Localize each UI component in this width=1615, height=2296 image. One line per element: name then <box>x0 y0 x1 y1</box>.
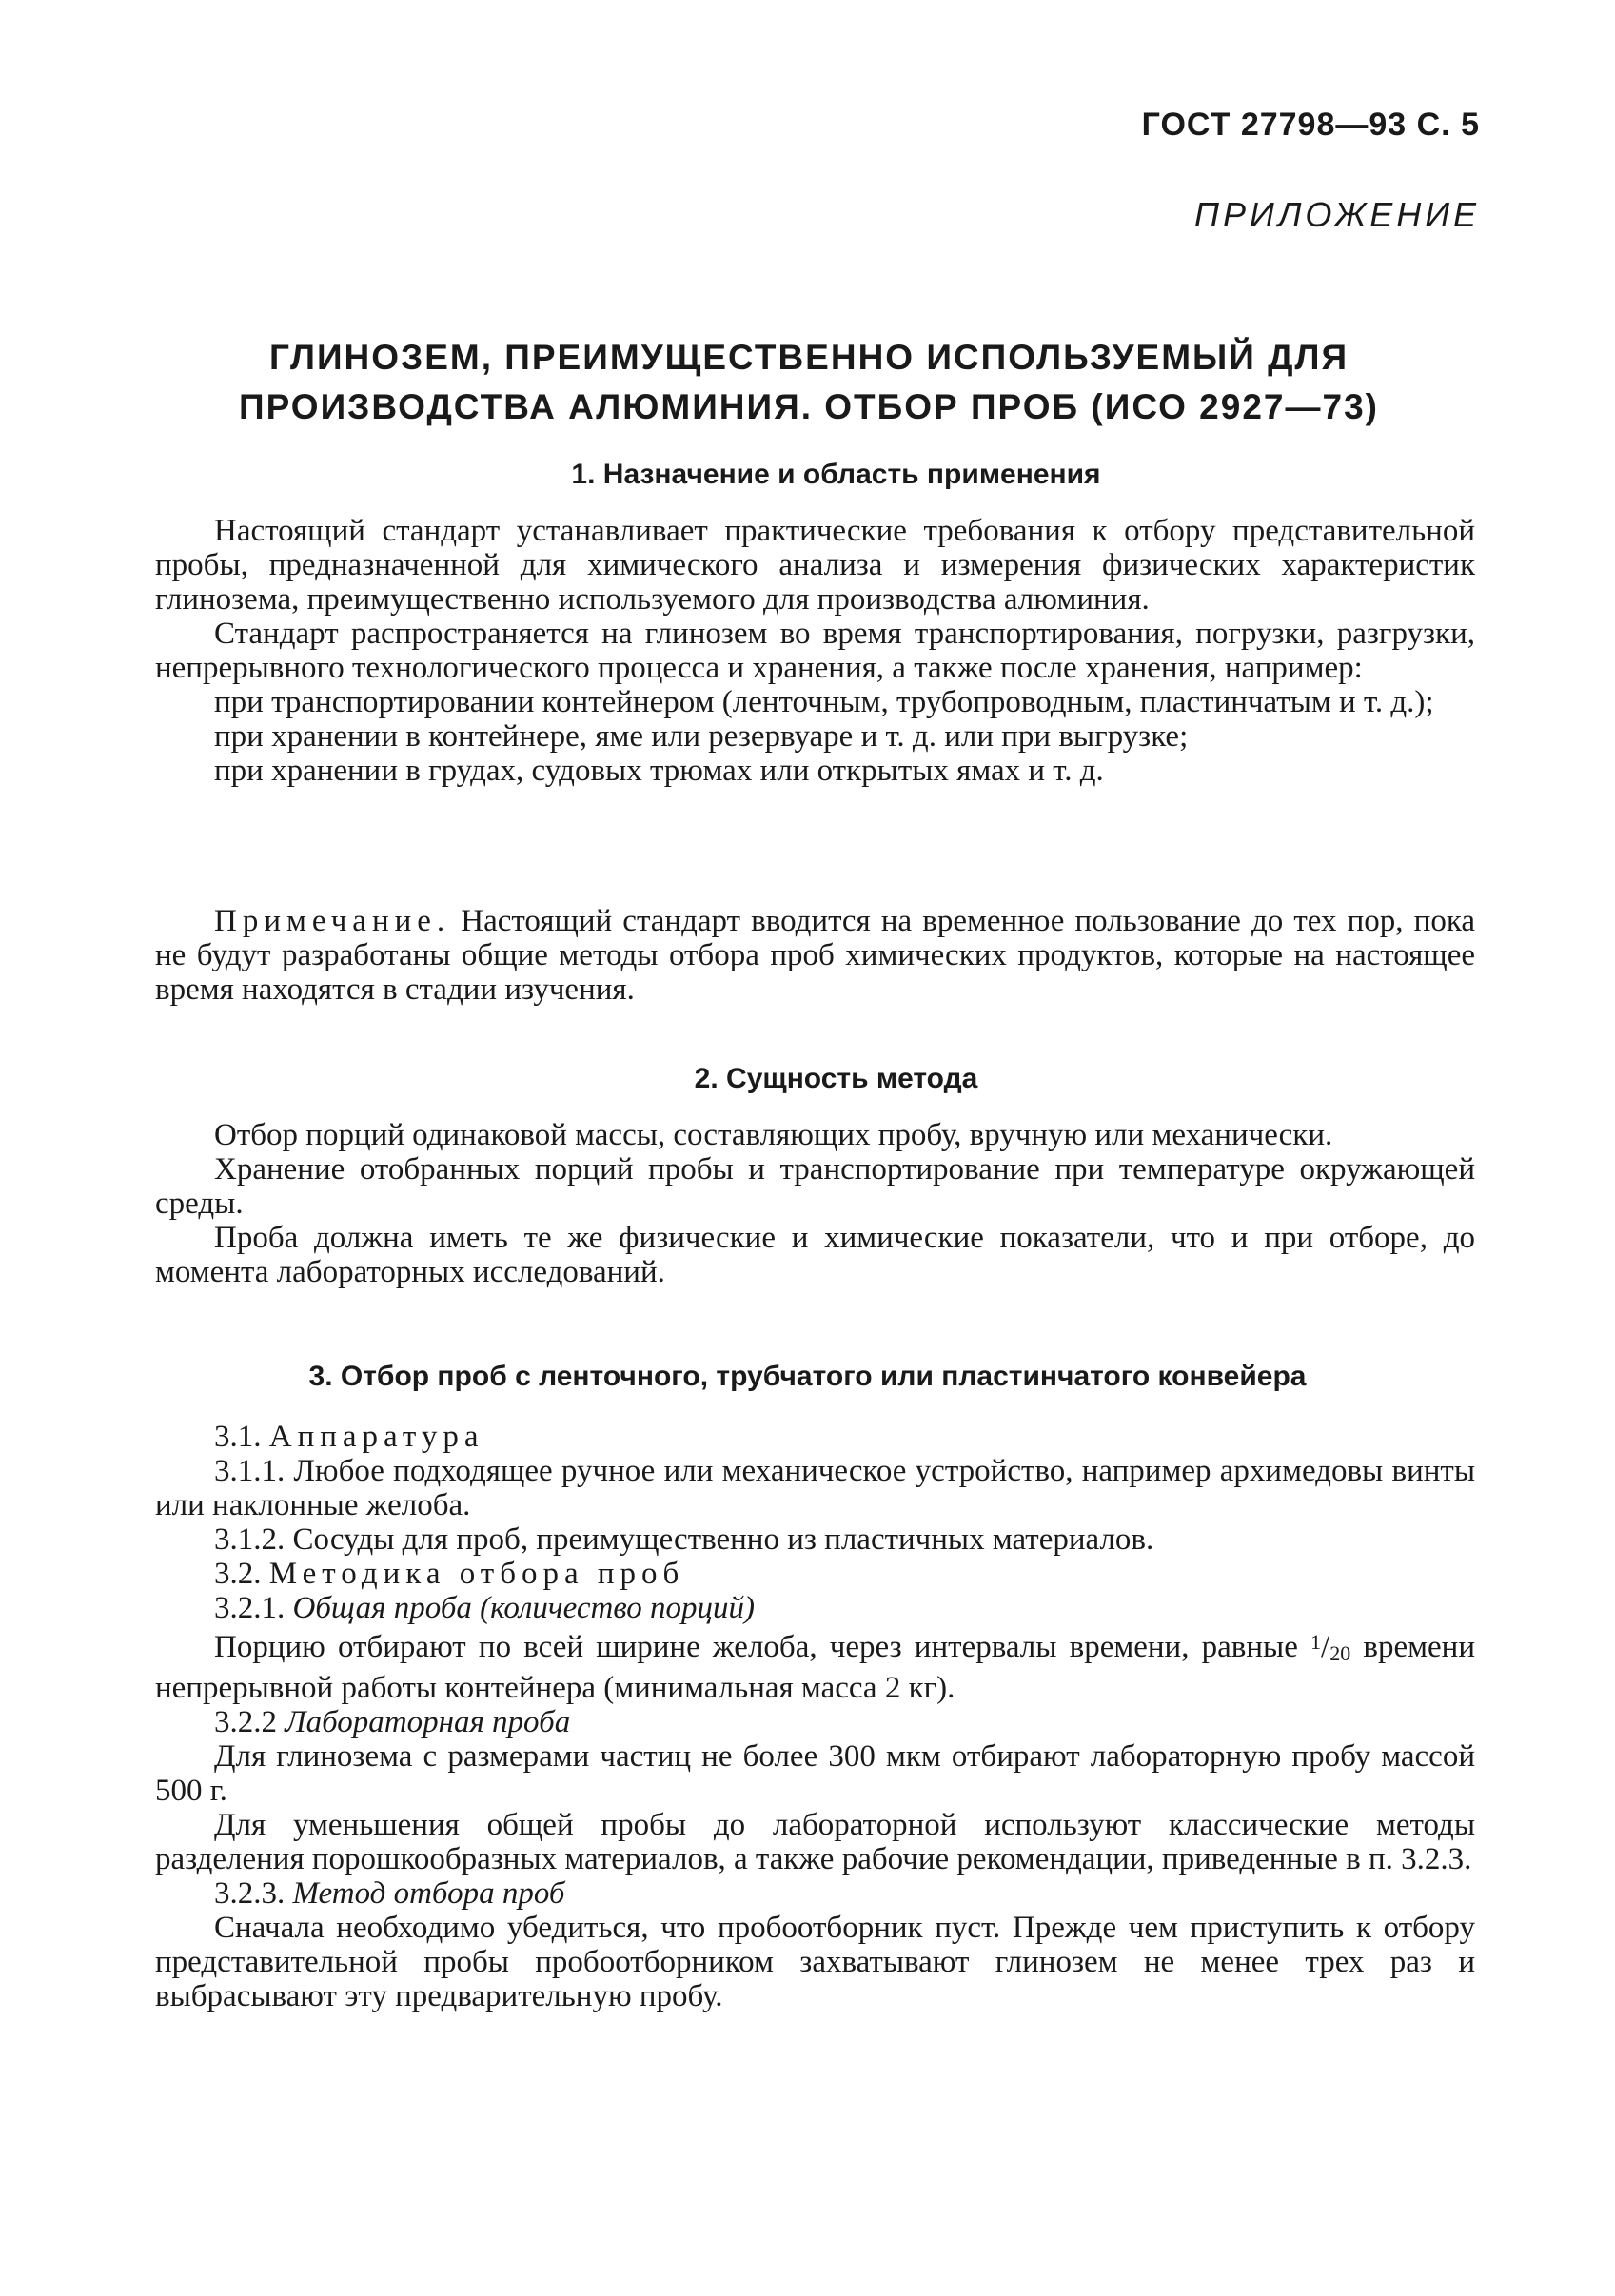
appendix-label: ПРИЛОЖЕНИЕ <box>1193 195 1480 234</box>
section-1-heading: 1. Назначение и область применения <box>571 459 1101 490</box>
section-1-body <box>155 514 1475 788</box>
subsection-3-1: 3.1. Аппаратура <box>214 1420 484 1454</box>
title-line-1: ГЛИНОЗЕМ, ПРЕИМУЩЕСТВЕННО ИСПОЛЬЗУЕМЫЙ ДЛЯ <box>268 338 1349 377</box>
subsection-3-2-2: 3.2.2 Лабораторная проба <box>214 1705 571 1739</box>
paragraph: Проба должна иметь те же физические и химические показатели, что и при отборе, до момента лабораторных исследований. <box>155 1221 1475 1289</box>
subsection-label: Общая проба (количество порций) <box>292 1591 755 1625</box>
paragraph: Хранение отобранных порций пробы и транспортирование при температуре окружающей среды. <box>155 1152 1475 1221</box>
section-3-body <box>155 1420 1475 2013</box>
subsection-label: Лабораторная проба <box>285 1705 571 1739</box>
subsection-label: Методика отбора проб <box>268 1557 685 1591</box>
paragraph: 3.1.1. Любое подходящее ручное или механическое устройство, например архимедовы винты или наклонные желоба. <box>155 1454 1475 1522</box>
standard-code: ГОСТ 27798—93 С. 5 <box>1141 107 1480 143</box>
title-line-2: ПРОИЗВОДСТВА АЛЮМИНИЯ. ОТБОР ПРОБ (ИСО 2927—73) <box>239 387 1379 426</box>
paragraph: Стандарт распространяется на глинозем во время транспортирования, погрузки, разгрузки, непрерывного технологического процесса и хранения, а также после хранения, например: <box>155 617 1475 685</box>
document-title <box>162 333 1456 432</box>
list-item: при транспортировании контейнером (ленточным, трубопроводным, пластинчатым и т. д.); <box>214 685 1434 719</box>
paragraph: Настоящий стандарт устанавливает практические требования к отбору представительной пробы, предназначенной для химического анализа и измерения физических характеристик глинозема, преимущественно используемого для производства алюминия. <box>155 514 1475 617</box>
fraction-denominator: 20 <box>1329 1641 1351 1665</box>
paragraph: Сначала необходимо убедиться, что пробоотборник пуст. Прежде чем приступить к отбору представительной пробы пробоотборником захватывают глинозем не менее трех раз и выбрасывают эту предварительную пробу. <box>155 1911 1475 2013</box>
note <box>155 904 1475 1007</box>
subsection-3-2: 3.2. Методика отбора проб <box>214 1557 685 1591</box>
paragraph: Для уменьшения общей пробы до лабораторной используют классические методы разделения порошкообразных материалов, а также рабочие рекомендации, приведенные в п. 3.2.3. <box>155 1808 1475 1876</box>
subsection-label: Аппаратура <box>268 1420 484 1454</box>
section-3-heading: 3. Отбор проб с ленточного, трубчатого или пластинчатого конвейера <box>308 1361 1307 1392</box>
fraction-numerator: 1 <box>1310 1630 1322 1654</box>
paragraph: Для глинозема с размерами частиц не более 300 мкм отбирают лабораторную пробу массой 500 г. <box>155 1739 1475 1808</box>
paragraph: Порцию отбирают по всей ширине желоба, через интервалы времени, равные $^1$/20 времени непрерывной работы контейнера (минимальная масса 2 кг). <box>155 1630 1476 1705</box>
subsection-3-2-1: 3.2.1. Общая проба (количество порций) <box>214 1591 755 1625</box>
paragraph: Отбор порций одинаковой массы, составляющих пробу, вручную или механически. <box>214 1118 1333 1152</box>
note-label: Примечание. <box>214 904 451 938</box>
section-2-body <box>155 1118 1475 1289</box>
note-text: Настоящий стандарт вводится на временное пользование до тех пор, пока не будут разработаны общие методы отбора проб химических продуктов, которые на настоящее время находятся в стадии изучения. <box>155 904 1476 1007</box>
subsection-label: Метод отбора проб <box>292 1876 565 1911</box>
subsection-3-2-3: 3.2.3. Метод отбора проб <box>214 1876 565 1911</box>
list-item: при хранении в контейнере, яме или резервуаре и т. д. или при выгрузке; <box>214 719 1189 754</box>
paragraph: 3.1.2. Сосуды для проб, преимущественно из пластичных материалов. <box>214 1522 1154 1557</box>
list-item: при хранении в грудах, судовых трюмах или открытых ямах и т. д. <box>214 754 1104 788</box>
section-2-heading: 2. Сущность метода <box>694 1063 978 1094</box>
